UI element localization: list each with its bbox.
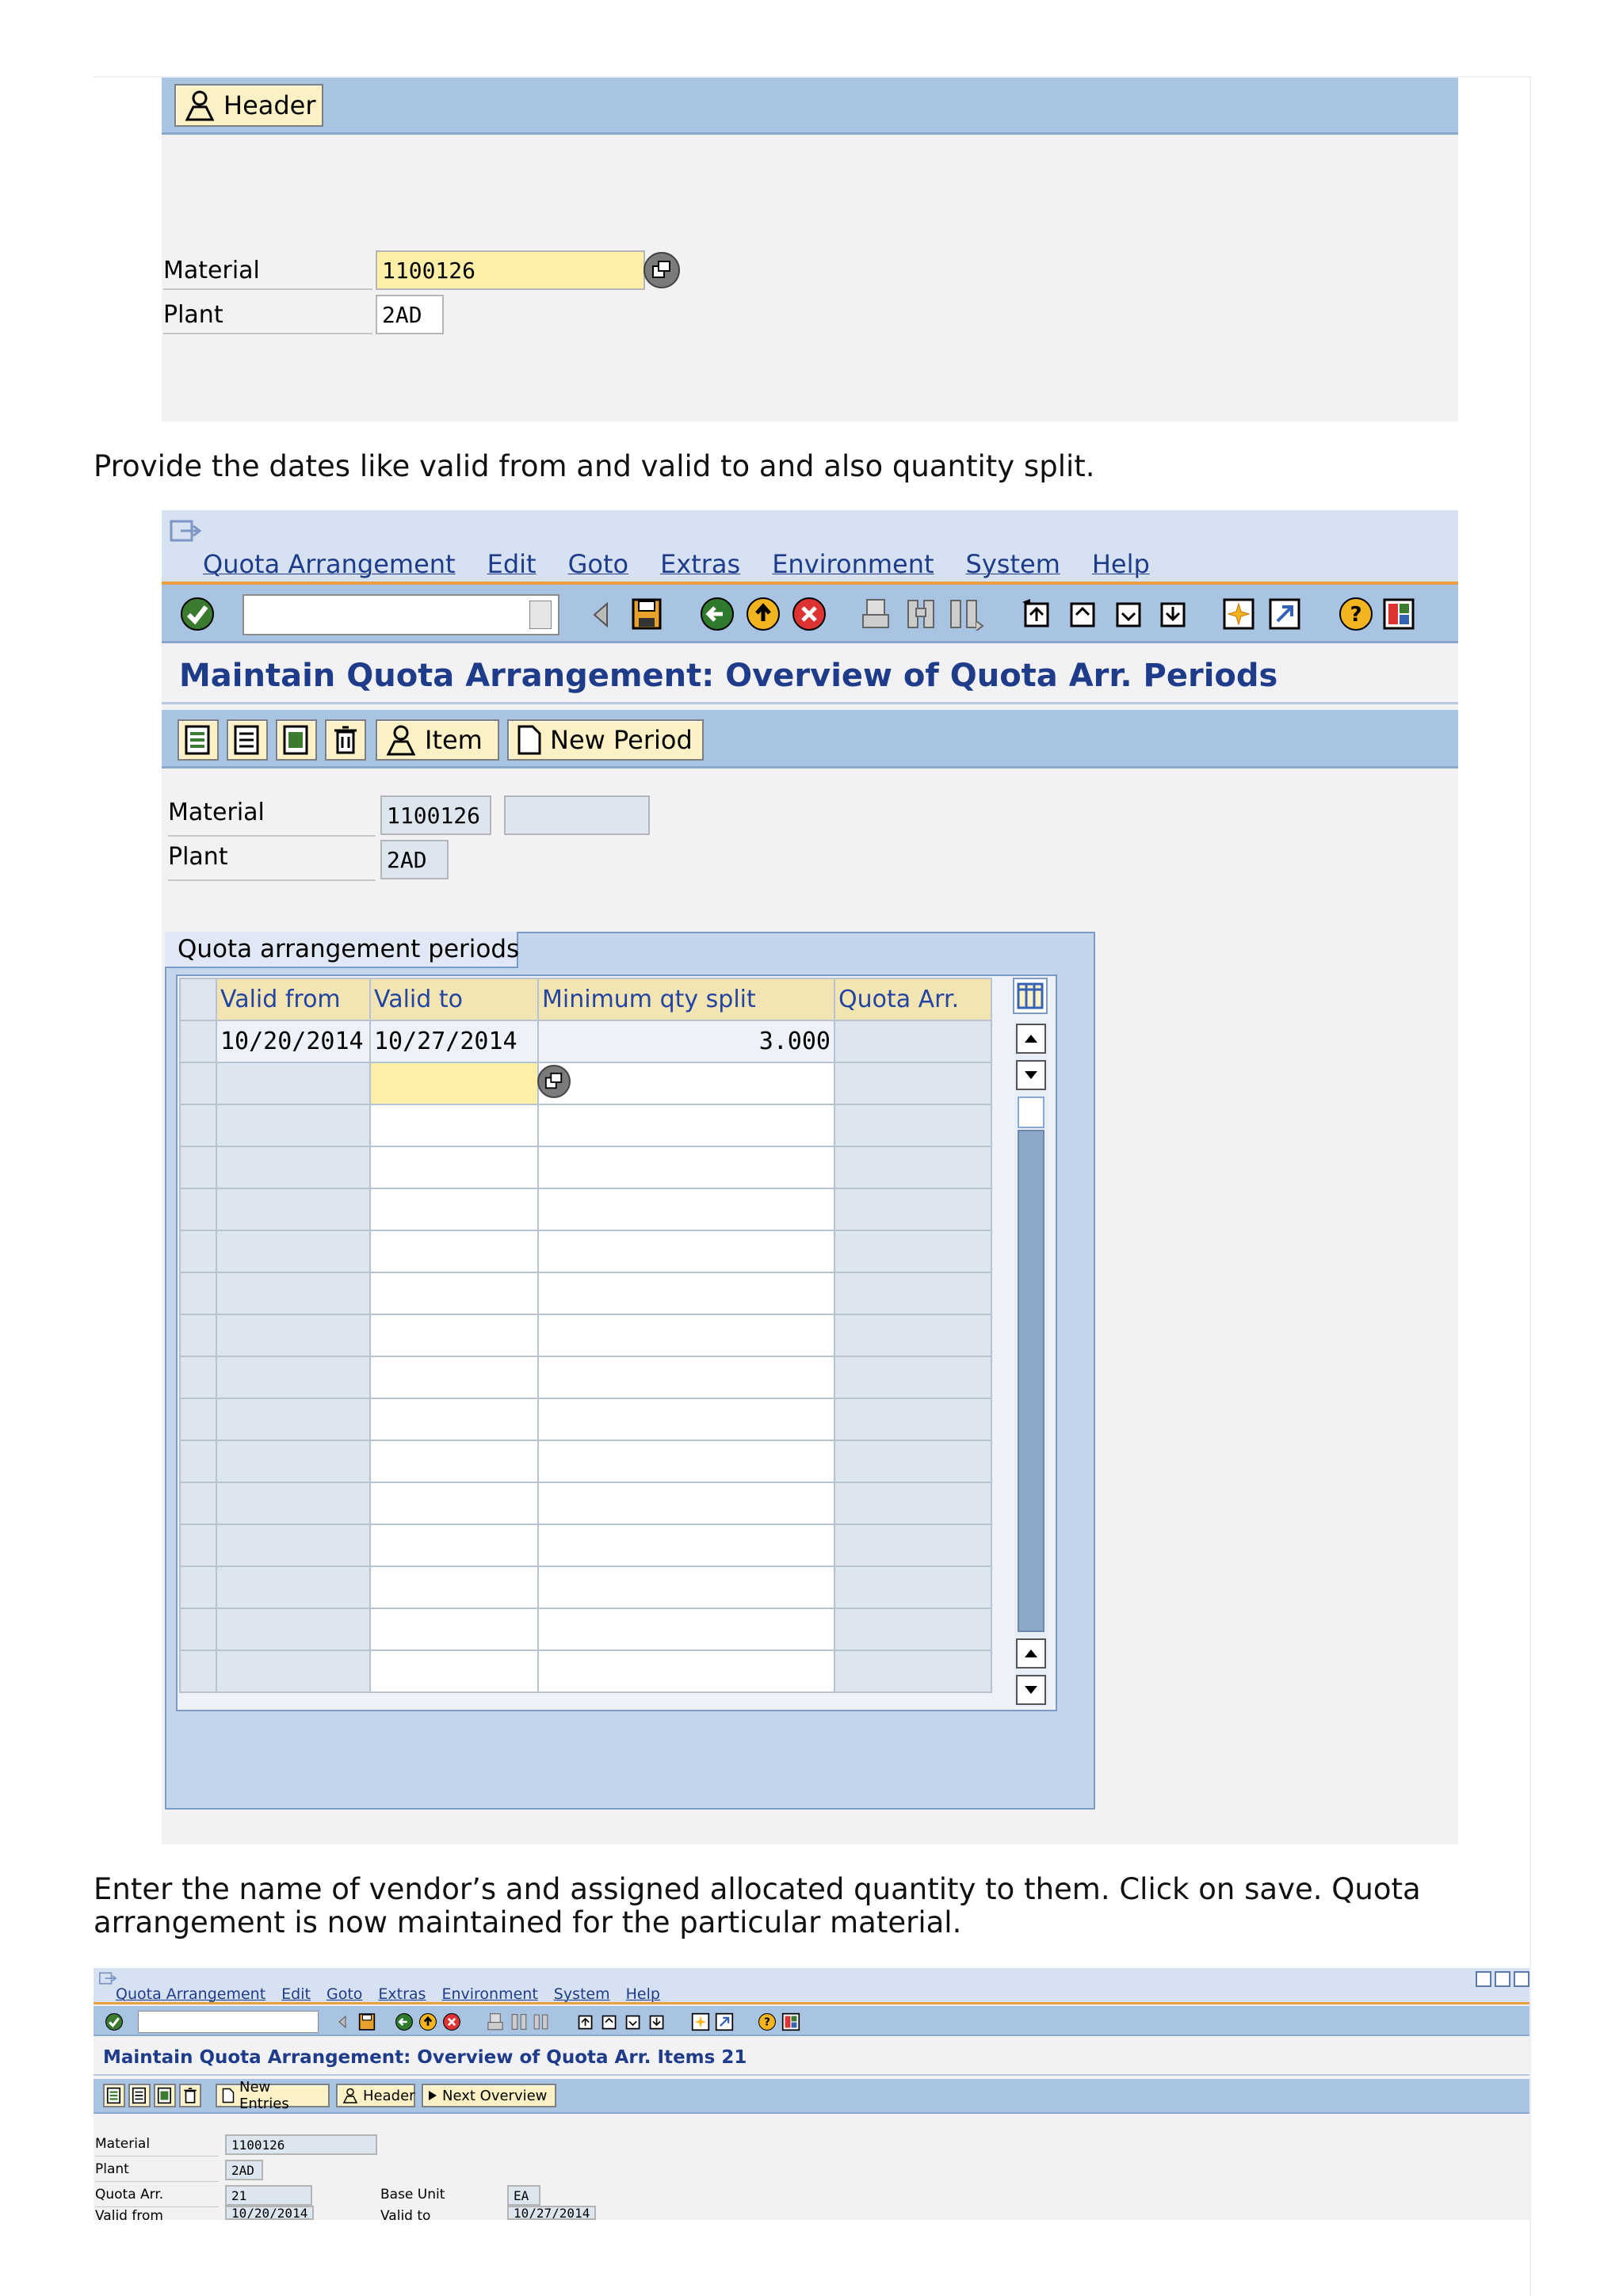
- next-page-icon[interactable]: [623, 2012, 642, 2031]
- print-icon[interactable]: [861, 597, 891, 631]
- table-row: [180, 1020, 991, 1062]
- scroll-down-button[interactable]: [1016, 1060, 1046, 1090]
- cell-search-help-icon[interactable]: [537, 1065, 571, 1098]
- table-settings-icon[interactable]: [1013, 978, 1048, 1014]
- menu-edit[interactable]: Edit: [487, 549, 537, 579]
- save-icon[interactable]: [631, 597, 663, 631]
- menu-goto[interactable]: Goto: [326, 1985, 363, 2003]
- previous-page-icon[interactable]: [599, 2012, 618, 2031]
- screen2-plant-label: Plant: [168, 843, 376, 881]
- screen3-base-unit-value: EA: [507, 2185, 540, 2206]
- scroll-region[interactable]: [1018, 1130, 1044, 1632]
- screen3-quota-label: Quota Arr.: [95, 2187, 219, 2207]
- deselect-all-icon: [282, 724, 311, 756]
- triangle-down-icon: [1024, 1685, 1038, 1695]
- menu-environment[interactable]: Environment: [772, 549, 934, 579]
- screen3-title: Maintain Quota Arrangement: Overview of Quota Arr. Items 21: [103, 2047, 747, 2068]
- table-row: [180, 1104, 991, 1146]
- deselect-all-icon: [157, 2087, 173, 2104]
- search-help-icon[interactable]: [643, 252, 680, 288]
- first-page-icon[interactable]: [575, 2012, 594, 2031]
- window-controls: [1476, 1971, 1529, 1987]
- quota-arr-cell: [834, 1020, 991, 1062]
- column-header-valid-to[interactable]: Valid to: [370, 978, 538, 1020]
- screen3-valid-to-label: Valid to: [380, 2208, 431, 2220]
- exit-icon[interactable]: [745, 596, 781, 632]
- select-block-button[interactable]: [227, 719, 268, 761]
- svg-text:?: ?: [1350, 603, 1362, 627]
- find-icon[interactable]: [905, 597, 937, 631]
- screen2-material-description: [504, 795, 650, 835]
- new-document-icon: [517, 724, 542, 756]
- deselect-all-button[interactable]: [154, 2084, 176, 2107]
- create-session-icon[interactable]: [691, 2012, 710, 2031]
- cancel-icon[interactable]: [442, 2012, 461, 2031]
- triangle-up-icon: [1024, 1649, 1038, 1658]
- screen3-base-unit-label: Base Unit: [380, 2187, 445, 2203]
- menu-system[interactable]: System: [965, 549, 1060, 579]
- instruction-paragraph-2: Enter the name of vendor’s and assigned allocated quantity to them. Click on save. Quota arrangement is now maintained for the particular material.: [94, 1872, 1421, 1939]
- command-field-dropdown-icon[interactable]: [529, 601, 552, 629]
- save-icon[interactable]: [358, 2012, 376, 2031]
- screen3-plant-value: 2AD: [225, 2160, 263, 2180]
- page-up-button[interactable]: [1016, 1638, 1046, 1669]
- person-icon: [184, 90, 216, 121]
- header-label: Header: [363, 2087, 415, 2104]
- customize-layout-icon[interactable]: [781, 2012, 800, 2031]
- valid-to-input[interactable]: [370, 1062, 538, 1104]
- next-page-icon[interactable]: [1111, 597, 1144, 631]
- table-row: [180, 1314, 991, 1356]
- menu-quota-arrangement[interactable]: Quota Arrangement: [116, 1985, 266, 2003]
- new-entries-label: New Entries: [239, 2079, 289, 2112]
- svg-text:?: ?: [764, 2016, 770, 2029]
- item-button-label: Item: [425, 725, 483, 755]
- table-row: [180, 1230, 991, 1272]
- screen2-material-label: Material: [168, 799, 376, 837]
- table-row: [180, 1482, 991, 1524]
- table-row: [180, 1608, 991, 1650]
- valid-from-cell[interactable]: 10/20/2014: [216, 1020, 370, 1062]
- column-header-min-qty-split[interactable]: Minimum qty split: [538, 978, 834, 1020]
- menu-extras[interactable]: Extras: [660, 549, 741, 579]
- system-menu-icon[interactable]: [170, 518, 201, 543]
- table-row: [180, 1188, 991, 1230]
- person-icon: [385, 724, 417, 756]
- min-qty-split-cell[interactable]: 3.000: [538, 1020, 834, 1062]
- table-row: [180, 1566, 991, 1608]
- screen3-material-value: 1100126: [225, 2134, 377, 2155]
- person-icon: [342, 2088, 358, 2103]
- screen3-valid-to-value: 10/27/2014: [507, 2206, 596, 2220]
- system-menu-icon[interactable]: [98, 1971, 117, 1985]
- row-selector[interactable]: [180, 1020, 216, 1062]
- table-row: [180, 1524, 991, 1566]
- screen2-menu: [203, 549, 1182, 579]
- column-header-valid-from[interactable]: Valid from: [216, 978, 370, 1020]
- valid-to-cell[interactable]: 10/27/2014: [370, 1020, 538, 1062]
- exit-icon[interactable]: [418, 2012, 437, 2031]
- header-button[interactable]: [174, 84, 323, 127]
- deselect-all-button[interactable]: [276, 719, 317, 761]
- new-period-button-label: New Period: [550, 725, 693, 755]
- menu-system[interactable]: System: [553, 1985, 610, 2003]
- table-row: [180, 1272, 991, 1314]
- delete-button[interactable]: [179, 2084, 201, 2107]
- shortcut-icon[interactable]: [715, 2012, 734, 2031]
- page-down-button[interactable]: [1016, 1675, 1046, 1705]
- previous-page-icon[interactable]: [1065, 597, 1098, 631]
- select-all-button[interactable]: [103, 2084, 125, 2107]
- header-button-label: Header: [223, 90, 316, 120]
- find-next-icon[interactable]: [948, 597, 984, 631]
- first-page-icon[interactable]: [1019, 597, 1052, 631]
- table-row: [180, 1398, 991, 1440]
- instruction-paragraph-1: Provide the dates like valid from and valid to and also quantity split.: [94, 449, 1095, 483]
- groupbox-title: Quota arrangement periods: [178, 935, 520, 963]
- screen3-title-rule: [94, 2074, 1529, 2076]
- back-green-icon[interactable]: [395, 2012, 414, 2031]
- select-all-icon: [184, 724, 212, 756]
- table-row: [180, 1650, 991, 1692]
- material-input[interactable]: 1100126: [376, 250, 645, 290]
- back-green-icon[interactable]: [699, 596, 735, 632]
- screen3-material-label: Material: [95, 2136, 219, 2157]
- last-page-icon[interactable]: [647, 2012, 666, 2031]
- trash-icon: [183, 2087, 197, 2104]
- select-block-button[interactable]: [128, 2084, 151, 2107]
- table-row: [180, 1146, 991, 1188]
- menu-environment[interactable]: Environment: [441, 1985, 538, 2003]
- next-overview-label: Next Overview: [442, 2087, 548, 2104]
- scroll-up-button[interactable]: [1016, 1024, 1046, 1054]
- scroll-thumb[interactable]: [1018, 1097, 1044, 1128]
- cancel-icon[interactable]: [791, 596, 827, 632]
- delete-button[interactable]: [325, 719, 366, 761]
- row-selector[interactable]: [180, 1062, 216, 1104]
- next-overview-button[interactable]: [422, 2084, 556, 2107]
- select-all-button[interactable]: [178, 719, 219, 761]
- trash-icon: [333, 724, 358, 756]
- find-next-icon[interactable]: [533, 2012, 552, 2031]
- menu-help[interactable]: Help: [625, 1985, 660, 2003]
- plant-input[interactable]: 2AD: [376, 295, 444, 334]
- new-period-button[interactable]: [507, 719, 704, 761]
- menu-goto[interactable]: Goto: [567, 549, 629, 579]
- maximize-icon[interactable]: [1495, 1971, 1510, 1987]
- screen3-quota-value: 21: [225, 2185, 312, 2206]
- screen3-menu: [116, 1985, 676, 2003]
- item-button[interactable]: [376, 719, 499, 761]
- command-field[interactable]: [242, 594, 559, 635]
- find-icon[interactable]: [510, 2012, 528, 2031]
- select-all-icon: [106, 2087, 122, 2104]
- back-arrow-icon[interactable]: [591, 601, 610, 629]
- new-entries-button[interactable]: [216, 2079, 330, 2112]
- create-session-icon[interactable]: [1222, 597, 1255, 631]
- screen2-material-value: 1100126: [380, 795, 491, 835]
- screen3-plant-label: Plant: [95, 2161, 219, 2182]
- screen3-valid-from-value: 10/20/2014: [225, 2206, 314, 2220]
- command-field[interactable]: [138, 2011, 319, 2033]
- table-row: [180, 1062, 991, 1104]
- enter-check-icon[interactable]: [179, 596, 216, 632]
- triangle-right-icon: [428, 2090, 437, 2101]
- print-icon[interactable]: [487, 2012, 504, 2031]
- min-qty-split-input[interactable]: [538, 1062, 834, 1104]
- close-icon[interactable]: [1514, 1971, 1529, 1987]
- select-block-icon: [132, 2087, 147, 2104]
- screen2-plant-value: 2AD: [380, 840, 449, 879]
- triangle-down-icon: [1024, 1070, 1038, 1080]
- last-page-icon[interactable]: [1155, 597, 1189, 631]
- material-label: Material: [163, 257, 372, 290]
- screen3: [94, 1968, 1529, 2220]
- plant-label: Plant: [163, 301, 372, 334]
- valid-from-cell: [216, 1062, 370, 1104]
- new-document-icon: [222, 2088, 235, 2103]
- menu-extras[interactable]: Extras: [378, 1985, 426, 2003]
- minimize-icon[interactable]: [1476, 1971, 1491, 1987]
- menu-edit[interactable]: Edit: [281, 1985, 311, 2003]
- triangle-up-icon: [1024, 1034, 1038, 1043]
- back-arrow-icon[interactable]: [338, 2014, 347, 2030]
- menu-quota-arrangement[interactable]: Quota Arrangement: [203, 549, 456, 579]
- quota-periods-table: [179, 978, 992, 1693]
- select-block-icon: [233, 724, 262, 756]
- shortcut-icon[interactable]: [1268, 597, 1301, 631]
- help-icon[interactable]: [758, 2012, 777, 2031]
- customize-layout-icon[interactable]: [1382, 597, 1415, 631]
- quota-arr-cell: [834, 1062, 991, 1104]
- header-button[interactable]: [336, 2084, 415, 2107]
- table-row: [180, 1440, 991, 1482]
- help-icon[interactable]: [1338, 596, 1374, 632]
- screen3-valid-from-label: Valid from: [95, 2208, 163, 2220]
- table-row: [180, 1356, 991, 1398]
- column-header-quota-arr[interactable]: Quota Arr.: [834, 978, 991, 1020]
- screen1-toolbar: [162, 78, 1458, 135]
- screen2-title: Maintain Quota Arrangement: Overview of Quota Arr. Periods: [179, 658, 1278, 694]
- select-all-rows-cell[interactable]: [180, 978, 216, 1020]
- menu-help[interactable]: Help: [1091, 549, 1150, 579]
- enter-check-icon[interactable]: [105, 2012, 124, 2031]
